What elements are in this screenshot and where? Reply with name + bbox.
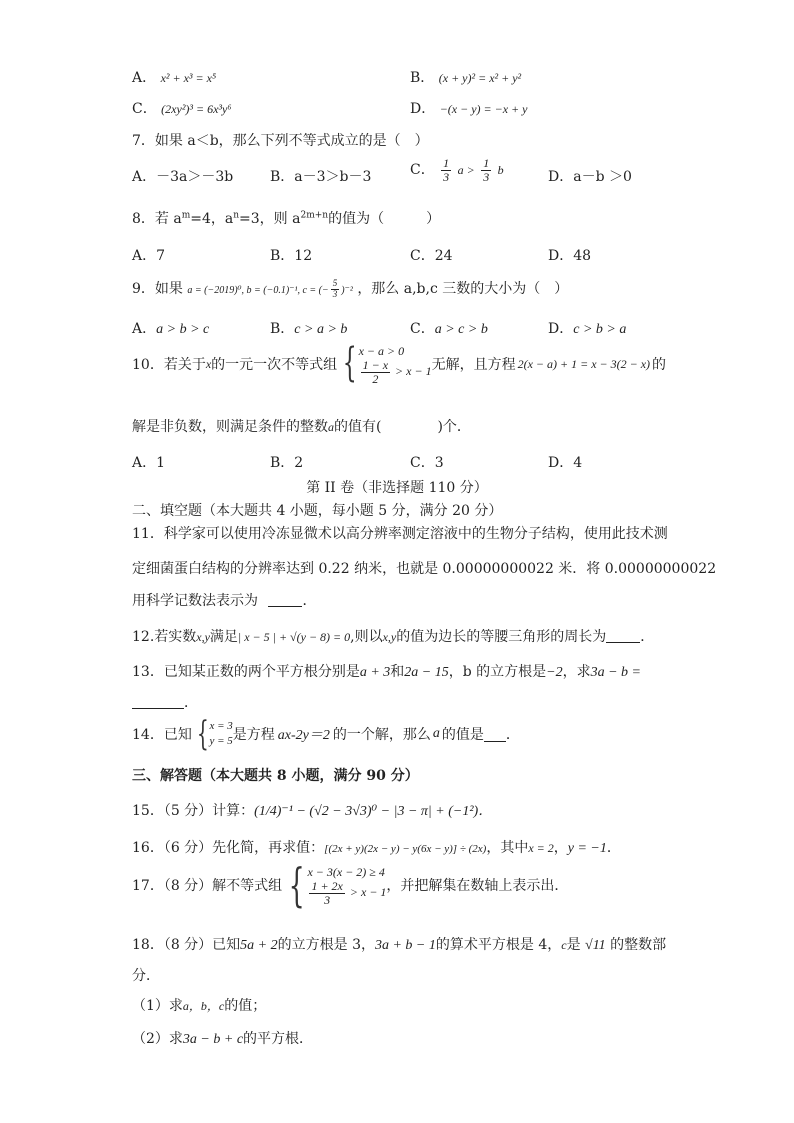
expression: > x − 1 (395, 364, 432, 379)
q6-option-c (132, 98, 232, 118)
q11-line2: 定细菌蛋白结构的分辨率达到 0.22 纳米，也就是 0.00000000022 米．将 0.00000000022 (132, 561, 717, 577)
stem-text: （2）求 (132, 1031, 183, 1047)
option-label: D． (410, 101, 436, 117)
variable: a (328, 420, 334, 434)
variables: a，b，c (182, 999, 225, 1013)
stem-text: ，b 的立方根是 (448, 664, 547, 680)
fraction (331, 279, 340, 299)
answer-blank[interactable] (484, 727, 506, 742)
variables: x,y (196, 630, 210, 644)
stem-text: =3，则 a (239, 211, 301, 227)
q13-answer-line: ． (132, 692, 198, 712)
stem-text: 的值； (224, 998, 267, 1014)
expression: (1/4)⁻¹ − (√2 − 3√3)⁰ − |3 − π| + (−1²)． (254, 804, 493, 819)
definition-expression: a = (−2019)⁰, b = (−0.1)⁻¹, c = (− (187, 285, 329, 296)
stem-text: ，其中 (486, 840, 529, 856)
option-expression: c > a > b (294, 322, 348, 337)
q10-stem (132, 340, 667, 386)
stem-text: 用科学记数法表示为 (132, 593, 258, 609)
stem-text: =4，a (190, 211, 234, 227)
system-row: x − 3(x − 2) ≥ 4 (307, 864, 385, 879)
option-expression: (2xy²)³ = 6x³y⁶ (161, 102, 232, 116)
q10-option-d: D．4 (548, 455, 583, 471)
stem-text: ． (606, 840, 621, 856)
definition-expression: )⁻² (341, 285, 353, 296)
q11-line3: 用科学记数法表示为 ． (132, 593, 317, 609)
stem-text: 14．已知 (132, 727, 192, 743)
fraction (361, 359, 390, 385)
stem-text: 和 (390, 664, 405, 680)
q10-option-a: A．1 (132, 455, 166, 471)
exponent: m (181, 210, 191, 221)
condition-expression: | x − 5 | + √(y − 8) = 0 (237, 630, 351, 644)
q10-option-b: B．2 (270, 455, 304, 471)
q10-option-c: C．3 (410, 455, 444, 471)
expression: 3a − b = (590, 665, 642, 680)
expression: b (497, 163, 504, 178)
stem-text: 的一个解，那么 (332, 727, 431, 743)
system-row: x − a > 0 (358, 344, 405, 358)
brace-icon: { (288, 858, 305, 912)
q14-stem: 14．已知 { x = 3 y = 5 是方程 ax-2y＝2 的一个解，那么 a 的值是 ． (132, 714, 520, 754)
equation-system (192, 714, 233, 754)
variable: c (561, 938, 567, 952)
numerator: 1 (483, 156, 490, 170)
section-3-heading: 三、解答题（本大题共 8 小题，满分 90 分） (132, 768, 419, 784)
denominator: 3 (324, 892, 331, 907)
brace-icon: { (196, 714, 209, 754)
stem-text: ，求 (562, 664, 591, 680)
stem-text: 15．（5 分）计算： (132, 803, 255, 819)
stem-text: 的值是 (441, 727, 484, 743)
stem-text: 18．（8 分）已知 (132, 937, 241, 953)
option-expression: (x + y)² = x² + y² (438, 71, 522, 85)
exponent: n (233, 210, 240, 221)
equation: 2(x − a) + 1 = x − 3(2 − x) (517, 356, 651, 371)
q9-option-a: A．a > b > c (132, 321, 210, 337)
system-rows (359, 343, 432, 385)
section-2-heading: 二、填空题（本大题共 4 小题，每小题 5 分，满分 20 分） (132, 503, 503, 519)
section-2-title: 第 II 卷（非选择题 110 分） (306, 480, 488, 496)
option-label: C． (132, 101, 157, 117)
stem-text: 的 (652, 357, 667, 374)
q9-stem (132, 278, 568, 299)
stem-text: 是方程 (232, 727, 275, 743)
q8-option-c: C．24 (410, 248, 453, 264)
fraction (481, 157, 491, 183)
q9-option-c: C．a > c > b (410, 321, 488, 337)
q6-option-b (410, 67, 521, 87)
expression: > x − 1 (349, 884, 387, 899)
q18-line2: 分． (132, 968, 160, 984)
q10-stem-line2 (132, 416, 471, 436)
stem-text: 10．若关于 (132, 357, 206, 374)
answer-blank[interactable] (132, 694, 184, 709)
expression: −2 (546, 665, 563, 680)
stem-text: ,则以 (350, 629, 383, 645)
stem-text: 的值为边长的等腰三角形的周长为 (396, 629, 607, 645)
q13-stem (132, 661, 641, 681)
stem-text: 满足 (209, 629, 238, 645)
stem-text: 的算术平方根是 4， (435, 937, 562, 953)
denominator: 3 (332, 288, 338, 299)
stem-text: 的立方根是 3， (277, 937, 375, 953)
q18-sub1 (132, 995, 266, 1015)
expression: a + 3 (359, 665, 391, 680)
value: y = −1 (567, 841, 607, 856)
option-expression: a > b > c (156, 322, 210, 337)
expression: 5a + 2 (240, 938, 278, 953)
q6-option-a (132, 67, 216, 87)
exponent: 2m+n (300, 210, 329, 221)
inequality-system (337, 340, 432, 386)
numerator: 1 (443, 156, 450, 170)
stem-text: 17．（8 分）解不等式组 (132, 878, 283, 894)
q17-stem (132, 858, 569, 912)
numerator: 1 − x (362, 358, 389, 373)
value: x = 2 (528, 841, 554, 855)
variable: a (432, 726, 440, 741)
inequality-system (282, 858, 387, 912)
option-expression: x² + x³ = x⁵ (160, 71, 217, 85)
expression: 3a + b − 1 (374, 938, 436, 953)
q9-option-b: B．c > a > b (270, 321, 348, 337)
option-expression: a > c > b (434, 322, 488, 337)
option-label: C． (410, 162, 435, 179)
system-row (359, 359, 432, 385)
stem-text: 9．如果 (132, 281, 183, 297)
expression: 2a − 15 (404, 665, 449, 680)
stem-text: 无解，且方程 (431, 357, 516, 374)
q12-stem: 12.若实数x,y满足| x − 5 | + √(y − 8) = 0,则以x,y的值为边长的等腰三角形的周长为 ． (132, 629, 655, 645)
stem-text: 12.若实数 (132, 629, 197, 645)
numerator: 5 (332, 278, 338, 289)
answer-blank[interactable] (606, 628, 640, 643)
fraction (309, 880, 344, 906)
q7-option-b: B．a－3＞b－3 (270, 169, 372, 185)
q16-stem: 16．（6 分）先化简，再求值：[(2x + y)(2x − y) − y(6x − y)] ÷ (2x)，其中x = 2，y = −1． (132, 840, 621, 856)
expression: [(2x + y)(2x − y) − y(6x − y)] ÷ (2x) (324, 843, 487, 855)
stem-text: 解是非负数，则满足条件的整数 (132, 419, 328, 435)
q8-stem (132, 208, 440, 228)
answer-blank[interactable] (268, 592, 302, 607)
system-row (307, 880, 386, 906)
q9-option-d: D．c > b > a (548, 321, 627, 337)
expression: a > (457, 163, 475, 178)
equation: ax-2y＝2 (277, 728, 330, 743)
system-row: y = 5 (209, 735, 233, 747)
stem-text: 8．若 a (132, 211, 182, 227)
q7-option-a: A．－3a＞－3b (132, 169, 234, 185)
option-label: B． (410, 70, 435, 86)
q8-option-d: D．48 (548, 248, 592, 264)
stem-text: ，并把解集在数轴上表示出． (386, 878, 569, 894)
brace-icon: { (342, 340, 357, 386)
option-label: A． (132, 70, 157, 86)
stem-text: 的整数部 (610, 937, 667, 953)
denominator: 3 (443, 169, 450, 184)
stem-text: 的平方根． (243, 1031, 314, 1047)
system-rows (209, 717, 232, 751)
q7-option-c (410, 157, 504, 183)
q7-option-d: D．a－b ＞0 (548, 169, 632, 185)
stem-text: ，那么 a,b,c 三数的大小为（ ） (357, 281, 569, 297)
q11-line1: 11．科学家可以使用冷冻显微术以高分辨率测定溶液中的生物分子结构，使用此技术测 (132, 526, 668, 542)
q8-option-b: B．12 (270, 248, 313, 264)
numerator: 1 + 2x (311, 879, 343, 893)
expression: √11 (585, 938, 606, 953)
variable: x (205, 356, 212, 371)
system-row: x = 3 (209, 720, 233, 733)
variables: x,y (382, 630, 397, 644)
denominator: 2 (372, 371, 379, 386)
q18-line1 (132, 934, 666, 954)
stem-text: 13．已知某正数的两个平方根分别是 (132, 664, 360, 680)
q18-sub2 (132, 1028, 313, 1048)
stem-text: 的值有( )个． (334, 419, 471, 435)
stem-text: 16．（6 分）先化简，再求值： (132, 840, 325, 856)
q8-option-a: A．7 (132, 248, 166, 264)
stem-text: 的值为（ ） (328, 211, 441, 227)
q7-stem: 7．如果 a＜b，那么下列不等式成立的是（ ） (132, 133, 429, 149)
expression: 3a − b + c (182, 1032, 244, 1047)
stem-text: 是 (566, 937, 581, 953)
stem-text: 的一元一次不等式组 (211, 357, 338, 374)
denominator: 3 (483, 169, 490, 184)
option-expression: −(x − y) = −x + y (439, 102, 528, 116)
fraction (441, 157, 451, 183)
option-expression: c > b > a (573, 322, 627, 337)
stem-text: （1）求 (132, 998, 183, 1014)
q15-stem (132, 800, 492, 820)
q6-option-d (410, 98, 527, 118)
system-rows (307, 862, 386, 908)
